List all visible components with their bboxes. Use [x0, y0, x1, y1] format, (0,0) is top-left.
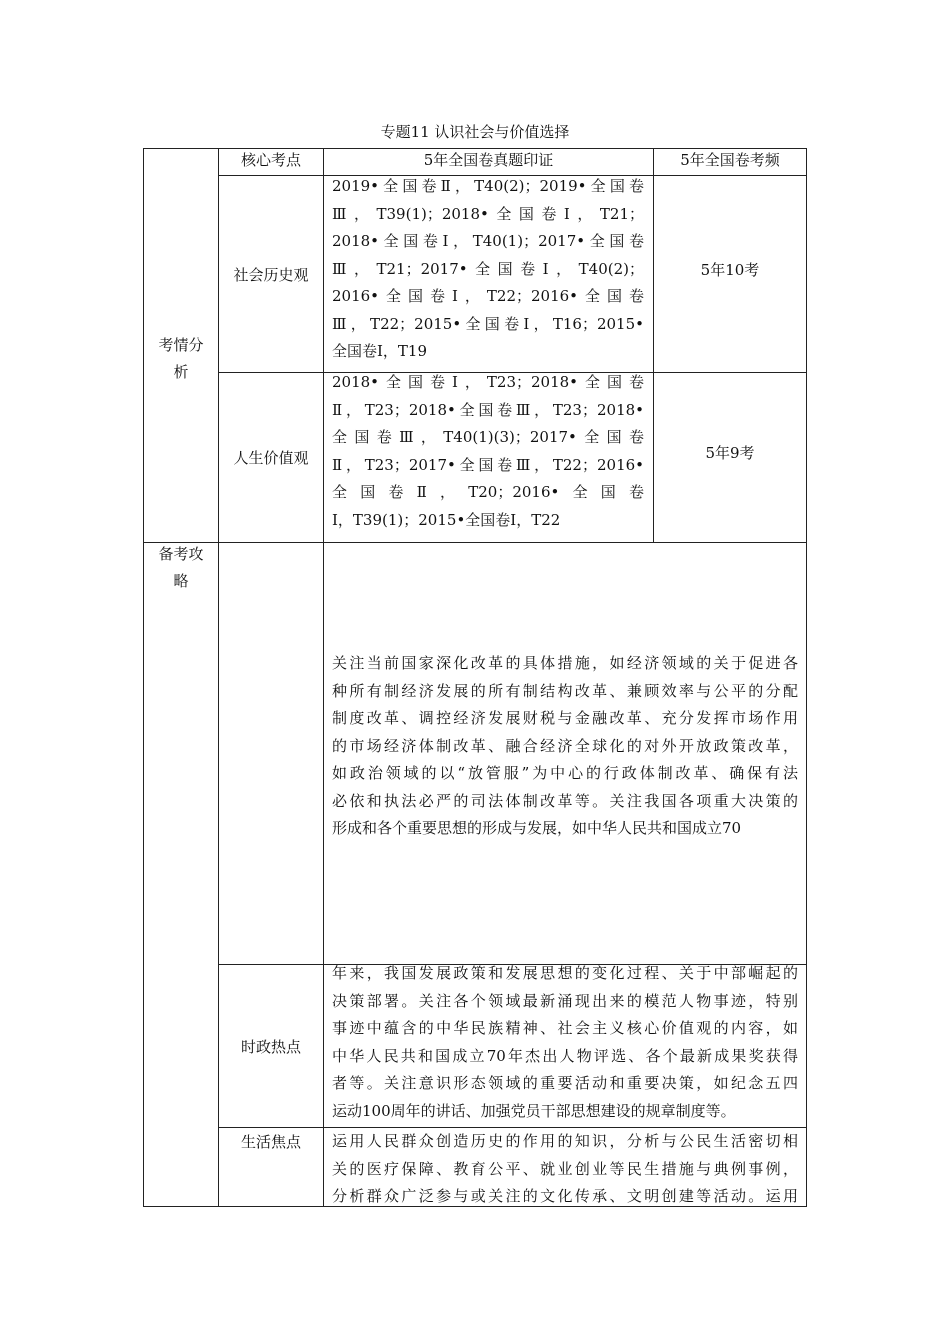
- topic-life-focus: 生活焦点: [240, 1133, 301, 1151]
- evidence-life-values: 2018•全国卷Ⅰ，T23；2018•全国卷 Ⅱ，T23；2018•全国卷Ⅲ，T23；2018• 全国卷Ⅲ，T40(1)(3)；2017•全国卷 Ⅱ，T23；2017•全国卷Ⅲ，T22；2016• 全国卷Ⅱ，T20；2016•全国卷 Ⅰ，T39(1)；2015•全国卷Ⅰ，T22: [332, 373, 644, 529]
- strategy-current-affairs-text: 年来，我国发展政策和发展思想的变化过程、关于中部崛起的 决策部署。关注各个领域最新涌现出来的模范人物事迹，特别 事迹中蕴含的中华民族精神、社会主义核心价值观的内容，如 中华人民共和国成立70年杰出人物评选、各个最新成果奖获得 者等。关注意识形态领域的重要活动和重要决策，如纪念五四 运动100周年的讲话、加强党员干部思想建设的规章制度等。: [332, 964, 798, 1120]
- header-core-topic: 核心考点: [240, 151, 301, 169]
- freq-social-history: 5年10考: [700, 260, 760, 279]
- strategy-text-block-1: 关注当前国家深化改革的具体措施，如经济领域的关于促进各 种所有制经济发展的所有制结构改革、兼顾效率与公平的分配 制度改革、调控经济发展财税与金融改革、充分发挥市场作用 的市场经济体制改革、融合经济全球化的对外开放政策改革， 如政治领域的以“放管服”为中心的行政体制改革、确保有法 必依和执法必严的司法体制改革等。关注我国各项重大决策的 形成和各个重要思想的形成与发展，如中华人民共和国成立70: [332, 654, 798, 837]
- strategy-life-focus-text: 运用人民群众创造历史的作用的知识，分析与公民生活密切相 关的医疗保障、教育公平、就业创业等民生措施与典例事例， 分析群众广泛参与或关注的文化传承、文明创建等活动。运用: [332, 1132, 798, 1205]
- topic-current-affairs: 时政热点: [240, 1037, 301, 1056]
- freq-life-values: 5年9考: [705, 443, 755, 462]
- page-title: 专题11 认识社会与价值选择: [380, 123, 570, 141]
- section-label-analysis: 考情分 析: [158, 336, 204, 381]
- evidence-social-history: 2019•全国卷Ⅱ，T40(2)；2019•全国卷 Ⅲ，T39(1)；2018•全国卷Ⅰ，T21； 2018•全国卷Ⅰ，T40(1)；2017•全国卷 Ⅲ，T21；2017•全国卷Ⅰ，T40(2)； 2016•全国卷Ⅰ，T22；2016•全国卷 Ⅲ，T22；2015•全国卷Ⅰ，T16；2015• 全国卷Ⅰ，T19: [332, 177, 644, 360]
- topic-social-history: 社会历史观: [233, 265, 309, 284]
- topic-life-values: 人生价值观: [233, 449, 309, 467]
- header-exam-evidence: 5年全国卷真题印证: [423, 151, 554, 169]
- header-exam-frequency: 5年全国卷考频: [680, 151, 780, 169]
- section-label-strategy: 备考攻 略: [158, 545, 204, 590]
